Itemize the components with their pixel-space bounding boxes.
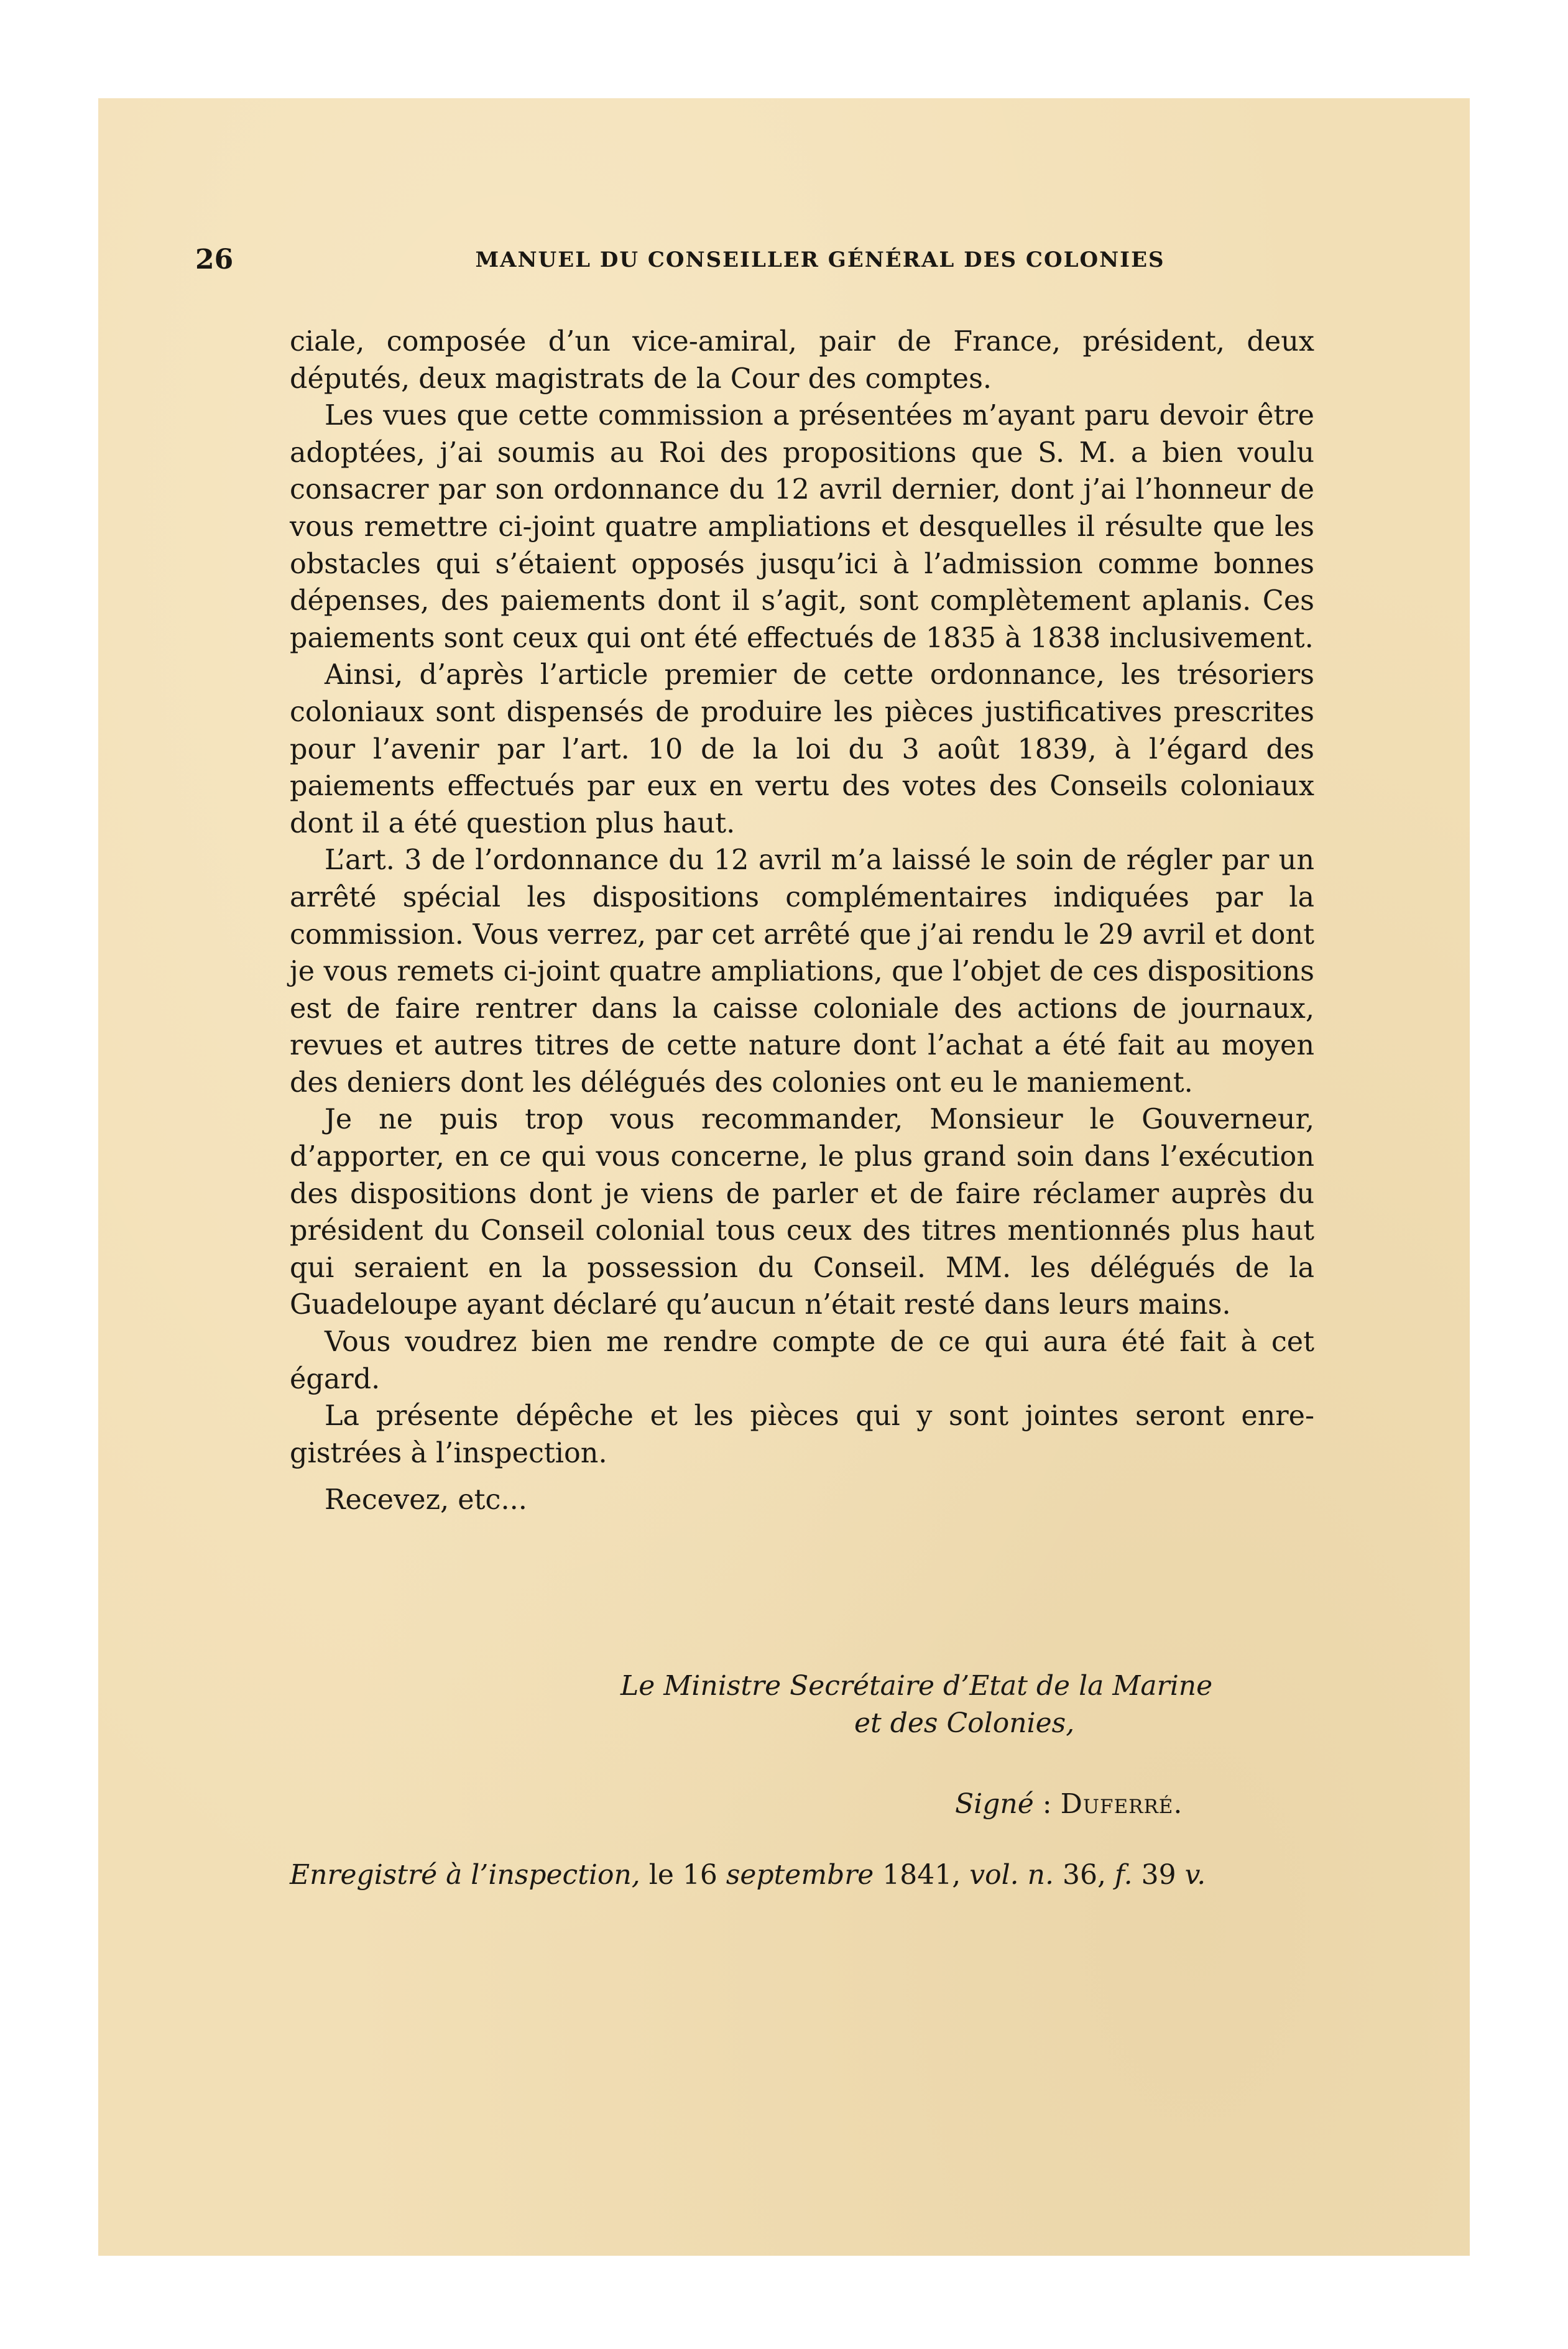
signed-label: Signé: [955, 1788, 1034, 1820]
signature-title-line-2: et des Colonies,: [854, 1707, 1075, 1739]
paragraph-3: Ainsi, d’après l’article premier de cette ordonnance, les trésoriers coloniaux sont dispensés de produire les pièces justificatives prescrites pour l’avenir par l’art. 10 de la loi du 3 août 1839, à l’égard des paiements effectués par eux en vertu des votes des Conseils coloniaux dont il a été question plus haut.: [290, 659, 1314, 839]
paragraph-7: La présente dépêche et les pièces qui y sont jointes seront enregistrées à l’inspection.: [290, 1400, 1314, 1469]
registration-note: [290, 1859, 1314, 1891]
paragraph-4: L’art. 3 de l’ordonnance du 12 avril m’a laissé le soin de régler par un arrêté spécial les dispositions complémentaires indiquées par la commission. Vous verrez, par cet arrêté que j’ai rendu le 29 avril et dont je vous remets ci-joint quatre ampliations, que l’objet de ces dispositions est de faire rentrer dans la caisse coloniale des actions de journaux, revues et autres titres de cette nature dont l’achat a été fait au moyen des deniers dont les délégués des colonies ont eu le maniement.: [290, 844, 1314, 1099]
letter-body: [290, 323, 1314, 1519]
registration-vol-label: vol. n.: [969, 1859, 1054, 1891]
paragraph-6: Vous voudrez bien me rendre compte de ce qui aura été fait à cet égard.: [290, 1326, 1314, 1395]
registration-verso: v.: [1184, 1859, 1206, 1891]
signature-title-line-1: Le Ministre Secrétaire d’Etat de la Marine: [620, 1670, 1213, 1702]
signature-signed: [955, 1788, 1183, 1820]
closing-formula: Recevez, etc...: [325, 1484, 527, 1516]
registration-part-2: le 16: [640, 1859, 726, 1891]
registration-folio-label: f.: [1114, 1859, 1133, 1891]
registration-folio-number: 39: [1132, 1859, 1185, 1891]
running-title: MANUEL DU CONSEILLER GÉNÉRAL DES COLONIES: [475, 247, 1165, 272]
registration-vol-number: 36,: [1053, 1859, 1115, 1891]
registration-year: 1841,: [874, 1859, 970, 1891]
paragraph-2: Les vues que cette commission a présentées m’ayant paru devoir être adoptées, j’ai soumis au Roi des propositions que S. M. a bien voulu consacrer par son ordonnance du 12 avril dernier, dont j’ai l’honneur de vous remettre ci-joint quatre ampliations et desquelles il résulte que les obstacles qui s’étaient opposés jusqu’ici à l’admission comme bonnes dépenses, des paiements dont il s’agit, sont complètement aplanis. Ces paiements sont ceux qui ont été effectués de 1835 à 1838 inclusivement.: [290, 400, 1314, 654]
paragraph-5: Je ne puis trop vous recommander, Monsieur le Gouverneur, d’apporter, en ce qui vous concerne, le plus grand soin dans l’exécution des dispositions dont je viens de parler et de faire réclamer auprès du président du Conseil colonial tous ceux des titres mentionnés plus haut qui seraient en la possession du Conseil. MM. les délégués de la Guadeloupe ayant déclaré qu’aucun n’était resté dans leurs mains.: [290, 1104, 1314, 1321]
paragraph-1: ciale, composée d’un vice-amiral, pair de France, président, deux députés, deux magistrats de la Cour des comptes.: [290, 326, 1314, 395]
registration-month: septembre: [726, 1859, 874, 1891]
running-head: [195, 244, 1370, 281]
minister-name: Duferré.: [1060, 1788, 1183, 1820]
page-number: 26: [195, 244, 234, 275]
signed-separator: :: [1033, 1788, 1061, 1820]
registration-part-1: Enregistré à l’inspection,: [290, 1859, 640, 1891]
